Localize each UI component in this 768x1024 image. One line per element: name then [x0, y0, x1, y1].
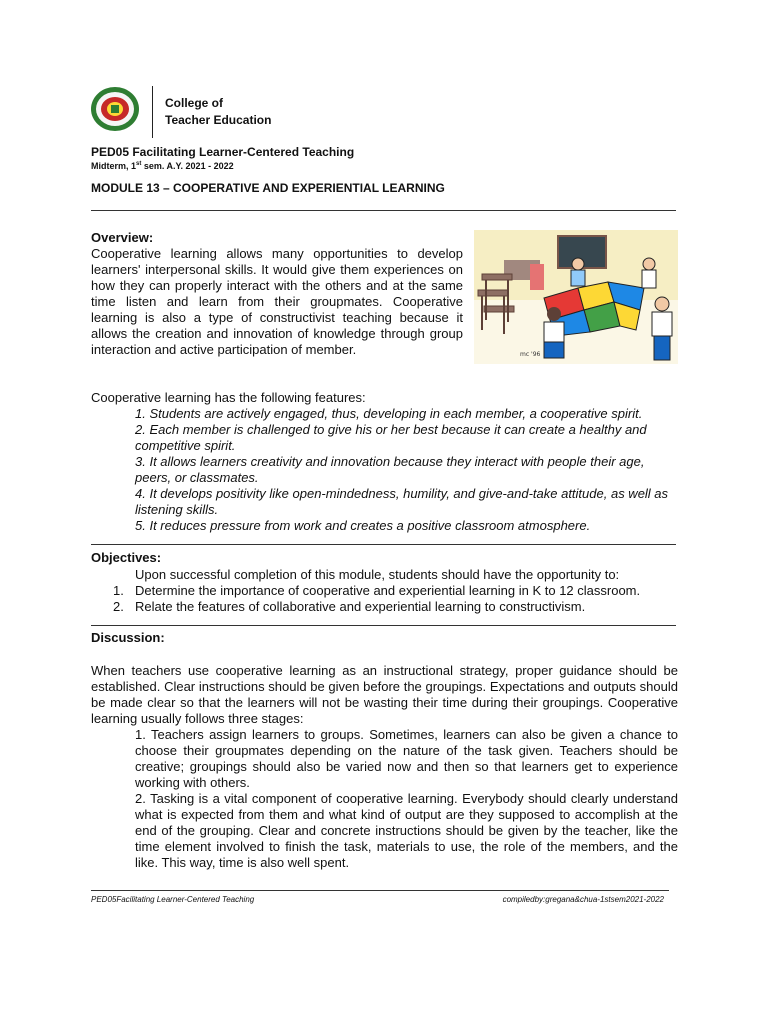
cooperative-puzzle-illustration — [474, 230, 678, 364]
objective-text: Relate the features of collaborative and experiential learning to constructivism. — [135, 599, 586, 614]
college-seal-icon — [90, 86, 140, 132]
discussion-paragraph: When teachers use cooperative learning as an instructional strategy, proper guidance should be established. Clear instructions should be given before the groupings. Expectations and outputs should be made clear so that the learners will not be wasting their time during their groupings. Cooperative learning usually follows three stages: — [91, 663, 678, 726]
objective-text: Determine the importance of cooperative and experiential learning in K to 12 classroom. — [135, 583, 641, 598]
overview-paragraph: Cooperative learning allows many opportunities to develop learners' interpersonal skills. It would give them experiences on how they can properly interact with the others and at the same time listen and learn from their groupmates. Cooperative learning is also a type of constructivist teaching because it allows the creation and innovation of knowledge through group interaction and active participation of member. — [91, 246, 463, 357]
course-title: PED05 Facilitating Learner-Centered Teaching — [91, 145, 355, 159]
objectives-heading: Objectives: — [91, 550, 162, 565]
college-line1: College of — [165, 96, 224, 110]
divider-3 — [91, 625, 676, 626]
illustration-signature: mc '96 — [520, 351, 541, 358]
divider-2 — [91, 544, 676, 545]
overview-heading: Overview: — [91, 230, 154, 245]
footer-rule — [91, 890, 669, 891]
objectives-list — [113, 583, 683, 615]
footer-left: PED05Facilitating Learner-Centered Teaching — [91, 895, 255, 904]
divider-1 — [91, 210, 676, 211]
list-item: 2. Tasking is a vital component of cooperative learning. Everybody should clearly understand what is expected from them and what kind of output are they supposed to accomplish at the end of the grouping. Clear and concrete instructions should be given by the teacher, like the time element involved to finish the task, materials to use, the role of the members, and the like. This way, time is also well spent. — [135, 791, 678, 870]
module-title: MODULE 13 – COOPERATIVE AND EXPERIENTIAL LEARNING — [91, 181, 445, 195]
list-item: 1. Students are actively engaged, thus, developing in each member, a cooperative spirit. — [135, 406, 643, 421]
college-name — [165, 95, 271, 129]
list-item — [113, 583, 683, 599]
discussion-stages — [135, 727, 678, 871]
header-divider — [152, 86, 153, 138]
footer-right: compiledby:gregana&chua-1stsem2021-2022 — [502, 895, 664, 904]
term-prefix: Midterm, 1 — [91, 161, 137, 171]
features-intro: Cooperative learning has the following features: — [91, 390, 366, 405]
term-sup: st — [136, 161, 142, 167]
term-line — [91, 161, 234, 171]
college-line2: Teacher Education — [165, 113, 272, 127]
list-item: 3. It allows learners creativity and innovation because they interact with people their age, peers, or classmates. — [135, 454, 645, 485]
list-item — [113, 599, 683, 615]
list-item: 4. It develops positivity like open-mindedness, humility, and give-and-take attitude, as well as listening skills. — [135, 486, 669, 517]
list-item: 5. It reduces pressure from work and creates a positive classroom atmosphere. — [135, 518, 591, 533]
objective-num: 1. — [113, 583, 124, 598]
list-item: 2. Each member is challenged to give his or her best because it can create a healthy and competitive spirit. — [135, 422, 647, 453]
features-list — [135, 406, 680, 534]
term-suffix: sem. A.Y. 2021 - 2022 — [141, 161, 234, 171]
discussion-heading: Discussion: — [91, 630, 165, 645]
objective-num: 2. — [113, 599, 124, 614]
list-item: 1. Teachers assign learners to groups. Sometimes, learners can also be given a chance to choose their groupmates depending on the nature of the task given. Teachers should be creative; groupings should also be varied now and then so that learners get to experience working with others. — [135, 727, 678, 790]
objectives-intro: Upon successful completion of this module, students should have the opportunity to: — [135, 567, 620, 582]
